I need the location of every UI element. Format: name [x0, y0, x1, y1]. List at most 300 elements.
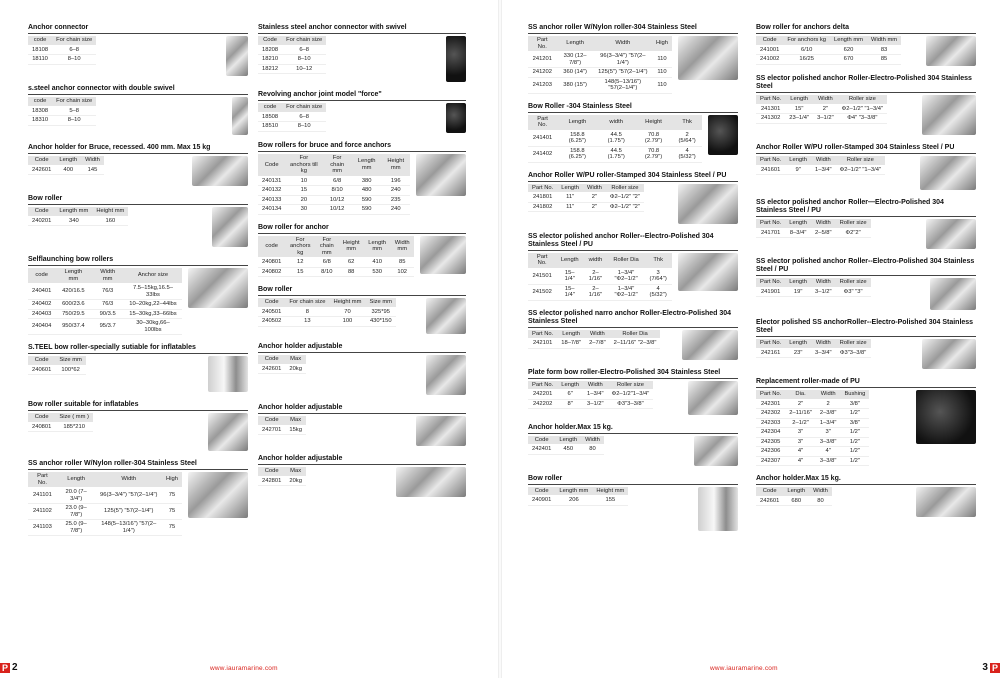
table-cell: 3–3/8" [816, 456, 841, 466]
table-cell: 62 [338, 258, 364, 268]
column-4 [756, 24, 976, 526]
column-header: Roller size [836, 219, 871, 228]
table-row [756, 437, 869, 447]
column-header: Code [258, 355, 285, 364]
product-section [528, 310, 738, 360]
table-cell: 18508 [258, 112, 282, 122]
table-row [756, 165, 885, 175]
table-row [756, 496, 832, 506]
table-cell: 1/2" [840, 437, 869, 447]
product-photo [922, 95, 976, 135]
table-cell: 13 [285, 317, 329, 327]
product-section [528, 172, 738, 224]
column-header: Width [811, 219, 836, 228]
table-cell: 240501 [258, 307, 285, 317]
column-header: Width [81, 156, 104, 165]
column-header: Length mm [352, 154, 382, 176]
product-section [258, 224, 466, 278]
table-cell: 110 [652, 52, 672, 68]
column-header: Part No. [528, 115, 557, 131]
spec-table [28, 413, 93, 432]
column-header: For anchors kg [285, 236, 315, 258]
product-photo [396, 467, 466, 497]
table-cell: 23" [785, 348, 811, 358]
table-cell: 6/8 [322, 176, 352, 186]
table-cell: 76/3 [91, 300, 124, 310]
product-title: Plate form bow roller-Electro-Polished 304 Stainless Steel [528, 369, 738, 379]
product-section [28, 256, 248, 335]
product-photo [208, 413, 248, 451]
table-row [528, 193, 644, 203]
table-cell: 241102 [28, 504, 57, 520]
column-header: Max [285, 355, 306, 364]
product-section [258, 343, 466, 395]
table-cell: 8–3/4" [785, 228, 811, 238]
table-cell: 590 [352, 195, 382, 205]
product-title: SS anchor roller W/Nylon roller-304 Stainless Steel [528, 24, 738, 34]
column-header: Code [28, 156, 55, 165]
footer-url-right[interactable]: www.iauramarine.com [710, 665, 778, 672]
spec-table [528, 330, 660, 349]
column-header: Height mm [92, 207, 128, 216]
table-cell: 5–8 [52, 106, 96, 116]
table-cell: 95/3.7 [91, 319, 124, 335]
product-section [258, 286, 466, 334]
table-cell: 2–7/8" [585, 339, 610, 349]
table-cell: 241302 [756, 114, 785, 124]
product-title: Bow rollers for bruce and force anchors [258, 142, 466, 152]
table-row [258, 122, 326, 132]
table-cell: 30–30kg,66–100lbs [124, 319, 182, 335]
table-cell: Φ3" "3" [836, 287, 871, 297]
column-header: Anchor size [124, 268, 182, 284]
table-cell: 10/12 [322, 205, 352, 215]
table-cell: 8–10 [52, 116, 96, 126]
table-cell: 2–11/16" "2–3/8" [610, 339, 661, 349]
column-header: Length [557, 381, 583, 390]
table-cell: 20.0 (7–3/4") [57, 488, 96, 504]
table-cell: 242304 [756, 428, 785, 438]
table-cell: Φ2–1/2" "1–3/4" [836, 165, 885, 175]
table-cell: 15–1/4" [556, 284, 583, 300]
table-cell: 70 [329, 307, 365, 317]
table-row [258, 425, 306, 435]
left-page-number [0, 662, 18, 673]
table-cell: 148(5–13/16") "57(2–1/4") [594, 77, 652, 93]
table-cell: 241701 [756, 228, 785, 238]
column-header: Max [285, 416, 306, 425]
table-row [528, 445, 604, 455]
table-cell: 242307 [756, 456, 785, 466]
table-cell: 16/25 [783, 55, 830, 65]
column-header: Part No. [756, 390, 785, 399]
product-title: Bow roller for anchors delta [756, 24, 976, 34]
table-cell: 125(5") "57(2–1/4") [95, 504, 162, 520]
column-header: For anchors kg [783, 36, 830, 45]
product-photo [208, 356, 248, 392]
product-title: Bow Roller -304 Stainless Steel [528, 103, 738, 113]
table-cell: 15 [285, 186, 322, 196]
table-cell: 18212 [258, 64, 282, 74]
spec-table [28, 356, 86, 375]
column-header: Code [28, 413, 55, 422]
table-row [28, 520, 182, 536]
column-header: Code [28, 356, 55, 365]
column-header: For chain mm [315, 236, 338, 258]
column-header: For chain size [285, 298, 329, 307]
table-cell: 241502 [528, 284, 556, 300]
product-photo [920, 156, 976, 190]
table-cell: 2" [583, 193, 606, 203]
table-cell: 240132 [258, 186, 285, 196]
table-row [28, 488, 182, 504]
column-header: Height mm [381, 154, 410, 176]
table-cell: 2–1/16" [583, 268, 608, 284]
column-header: Size ( mm ) [55, 413, 93, 422]
spec-table [28, 156, 104, 175]
table-cell: 2 (5/64") [672, 130, 702, 146]
column-header: Length mm [364, 236, 390, 258]
column-header: Roller Dia [608, 253, 645, 269]
table-row [258, 176, 410, 186]
product-photo [232, 97, 248, 135]
table-row [756, 104, 887, 114]
table-cell: 80 [581, 445, 604, 455]
table-cell: 3" [785, 428, 816, 438]
product-section [756, 258, 976, 310]
column-header: Length [785, 156, 811, 165]
product-section [756, 24, 976, 66]
table-cell: 241301 [756, 104, 785, 114]
table-cell: 6/8 [315, 258, 338, 268]
product-section [756, 75, 976, 135]
table-cell: 75 [162, 488, 182, 504]
spec-table [258, 416, 306, 435]
column-header: Part No. [528, 381, 557, 390]
table-cell: 110 [652, 68, 672, 78]
table-row [258, 258, 414, 268]
spec-table [258, 36, 326, 74]
spec-table [28, 97, 96, 126]
table-cell: 20kg [285, 364, 306, 374]
table-row [28, 365, 86, 375]
spec-table [756, 390, 869, 466]
table-row [28, 116, 96, 126]
table-row [528, 390, 653, 400]
table-cell: Φ2–1/2"1–3/4" [608, 390, 654, 400]
column-header: Height mm [592, 487, 628, 496]
table-cell: 90/3.5 [91, 309, 124, 319]
table-cell: 430*150 [365, 317, 396, 327]
column-header: Width [594, 36, 652, 52]
column-header: Width [583, 381, 608, 390]
product-title: Stainless steel anchor connector with swivel [258, 24, 466, 34]
table-row [528, 399, 653, 409]
table-cell: 196 [381, 176, 410, 186]
column-header: Roller size [838, 95, 887, 104]
table-cell: 6–8 [282, 112, 326, 122]
table-cell: 4" [785, 447, 816, 457]
column-header: Code [28, 207, 55, 216]
table-cell: 18310 [28, 116, 52, 126]
column-header: Part No. [528, 253, 556, 269]
table-cell: 8/10 [315, 267, 338, 277]
page-badge: P [991, 662, 998, 673]
table-cell: 242701 [258, 425, 285, 435]
table-cell: 1–3/4" [816, 418, 841, 428]
table-cell: 241402 [528, 146, 557, 162]
table-cell: 380 (15") [557, 77, 594, 93]
table-cell: 620 [830, 45, 867, 55]
product-section [258, 455, 466, 497]
product-title: Elector polished SS anchorRoller--Electro-Polished 304 Stainless Steel [756, 319, 976, 337]
table-cell: 148(5–13/16") "57(2–1/4") [95, 520, 162, 536]
product-photo [708, 115, 738, 155]
table-cell: Φ2–1/2" "1–3/4" [838, 104, 887, 114]
column-header: Width [585, 330, 610, 339]
spec-table [756, 156, 885, 175]
column-header: Code [756, 487, 783, 496]
table-cell: Φ2–1/2" "2" [606, 202, 644, 212]
column-header: Length [557, 36, 594, 52]
column-header: Length mm [55, 207, 92, 216]
column-header: Code [528, 487, 555, 496]
table-cell: 12 [285, 258, 315, 268]
product-section [258, 142, 466, 215]
product-photo [416, 154, 466, 196]
column-header: Part No. [528, 330, 557, 339]
column-header: Length [557, 184, 583, 193]
column-header: Part No. [756, 278, 785, 287]
table-row [528, 68, 672, 78]
column-header: Length [785, 339, 811, 348]
table-cell: 3" [785, 437, 816, 447]
spec-table [756, 339, 871, 358]
table-cell: 15" [785, 104, 813, 114]
column-header: Part No. [756, 95, 785, 104]
table-cell: 3–3/4" [811, 348, 836, 358]
table-cell: 240 [381, 186, 410, 196]
table-cell: 240 [381, 205, 410, 215]
column-header: Width mm [390, 236, 414, 258]
table-cell: 18510 [258, 122, 282, 132]
table-cell: 242306 [756, 447, 785, 457]
column-header: Part No. [28, 472, 57, 488]
product-section [756, 378, 976, 466]
product-title: Revolving anchor joint model "force" [258, 91, 466, 101]
table-cell: 2 [816, 399, 841, 409]
product-section [528, 369, 738, 415]
column-header: Code [258, 298, 285, 307]
spec-table [528, 253, 672, 301]
table-cell: 11" [557, 193, 583, 203]
spec-table [258, 154, 410, 215]
spec-table [528, 436, 604, 455]
table-row [756, 114, 887, 124]
column-header: For anchors till kg [285, 154, 322, 176]
table-cell: 450 [555, 445, 581, 455]
product-title: Bow roller [258, 286, 466, 296]
table-cell: 8" [557, 399, 583, 409]
table-cell: 2–3/8" [816, 409, 841, 419]
table-cell: 1–3/4" [811, 165, 836, 175]
product-title: Anchor holder.Max 15 kg. [528, 424, 738, 434]
product-section [528, 103, 738, 163]
table-row [258, 307, 396, 317]
product-section [28, 24, 248, 76]
column-3 [528, 24, 738, 540]
product-photo [688, 381, 738, 415]
column-header: Width [816, 390, 841, 399]
table-cell: 18108 [28, 45, 52, 55]
table-cell: 125(5") "57(2–1/4") [594, 68, 652, 78]
product-title: SS elector polished anchor Roller--Electro-Polished 304 Stainless Steel / PU [528, 233, 738, 251]
column-header: Height mm [329, 298, 365, 307]
table-cell: 480 [352, 186, 382, 196]
table-cell: 70.8 (2.79") [635, 130, 672, 146]
product-section [528, 24, 738, 94]
table-cell: 241203 [528, 77, 557, 93]
column-header: Part No. [528, 184, 557, 193]
column-header: Length [57, 472, 96, 488]
product-title: SS elector polished narro anchor Roller-Electro-Polished 304 Stainless Steel [528, 310, 738, 328]
column-1 [28, 24, 248, 545]
spec-table [756, 278, 871, 297]
product-photo [426, 355, 466, 395]
column-header: Roller size [836, 339, 871, 348]
table-cell: 360 (14") [557, 68, 594, 78]
table-cell: 2–1/16" [583, 284, 608, 300]
table-cell: 325*95 [365, 307, 396, 317]
table-cell: 600/23.6 [55, 300, 91, 310]
column-header: Length [785, 95, 813, 104]
product-title: s.steel anchor connector with double swivel [28, 85, 248, 95]
table-cell: 241802 [528, 202, 557, 212]
column-header: For chain size [52, 36, 96, 45]
table-cell: 85 [867, 55, 901, 65]
product-section [528, 233, 738, 301]
table-row [756, 45, 901, 55]
table-cell: 7.5–15kg,16.5–33lbs [124, 284, 182, 300]
spec-table [756, 219, 871, 238]
spec-table [258, 467, 306, 486]
table-cell: 10–12 [282, 64, 326, 74]
column-header: Width [583, 184, 606, 193]
table-cell: 160 [92, 216, 128, 226]
table-row [756, 55, 901, 65]
column-header: code [28, 97, 52, 106]
table-cell: 20 [285, 195, 322, 205]
column-2 [258, 24, 466, 506]
spec-table [28, 268, 182, 335]
table-cell: 241401 [528, 130, 557, 146]
table-cell: 241501 [528, 268, 556, 284]
table-cell: 242161 [756, 348, 785, 358]
table-cell: 241002 [756, 55, 783, 65]
table-cell: 2" [583, 202, 606, 212]
table-cell: 240401 [28, 284, 55, 300]
column-header: For chain size [282, 36, 326, 45]
spec-table [528, 184, 644, 213]
column-header: code [28, 268, 55, 284]
table-cell: 15kg [285, 425, 306, 435]
spec-table [756, 95, 887, 124]
table-cell: 242101 [528, 339, 557, 349]
table-cell: 240802 [258, 267, 285, 277]
column-header: Dia. [785, 390, 816, 399]
table-cell: 242303 [756, 418, 785, 428]
table-row [258, 55, 326, 65]
product-title: Bow roller [28, 195, 248, 205]
table-cell: 3–1/2" [811, 287, 836, 297]
table-cell: 240601 [28, 365, 55, 375]
table-cell: 83 [867, 45, 901, 55]
product-section [258, 404, 466, 446]
table-row [258, 64, 326, 74]
table-row [258, 205, 410, 215]
column-header: code [28, 36, 52, 45]
table-cell: Φ2–1/2" "2" [606, 193, 644, 203]
product-section [528, 475, 738, 531]
product-title: Anchor connector [28, 24, 248, 34]
table-cell: 96(3–3/4") "57(2–1/4") [594, 52, 652, 68]
spec-table [28, 36, 96, 65]
table-row [28, 504, 182, 520]
column-header: code [258, 103, 282, 112]
column-header: Code [528, 436, 555, 445]
table-row [258, 186, 410, 196]
table-cell: 18208 [258, 45, 282, 55]
table-row [28, 165, 104, 175]
spec-table [28, 207, 128, 226]
table-cell: 85 [390, 258, 414, 268]
product-title: Anchor holder adjustable [258, 455, 466, 465]
column-header: Roller size [608, 381, 654, 390]
product-photo [682, 330, 738, 360]
table-cell: 400 [55, 165, 81, 175]
table-row [756, 228, 871, 238]
table-cell: 1/2" [840, 409, 869, 419]
table-cell: 240403 [28, 309, 55, 319]
table-cell: 330 (12–7/8") [557, 52, 594, 68]
column-header: Code [258, 416, 285, 425]
table-cell: 240201 [28, 216, 55, 226]
footer-url-left[interactable]: www.iauramarine.com [210, 665, 278, 672]
table-cell: 242305 [756, 437, 785, 447]
table-cell: 88 [338, 267, 364, 277]
column-header: Code [756, 36, 783, 45]
table-cell: 80 [809, 496, 832, 506]
product-photo [926, 36, 976, 66]
spec-table [528, 115, 702, 163]
table-cell: 242202 [528, 399, 557, 409]
column-header: Part No. [756, 156, 785, 165]
table-row [528, 268, 672, 284]
spec-table [528, 36, 672, 94]
column-header: Roller size [606, 184, 644, 193]
table-cell: 3–1/2" [813, 114, 838, 124]
table-cell: 410 [364, 258, 390, 268]
table-cell: 241001 [756, 45, 783, 55]
product-title: Anchor Roller W/PU roller-Stamped 304 Stainless Steel / PU [756, 144, 976, 154]
product-title: SS anchor roller W/Nylon roller-304 Stainless Steel [28, 460, 248, 470]
table-cell: 240801 [28, 422, 55, 432]
product-photo [916, 390, 976, 444]
table-row [28, 45, 96, 55]
table-cell: 242601 [756, 496, 783, 506]
table-cell: 235 [381, 195, 410, 205]
table-row [528, 130, 702, 146]
